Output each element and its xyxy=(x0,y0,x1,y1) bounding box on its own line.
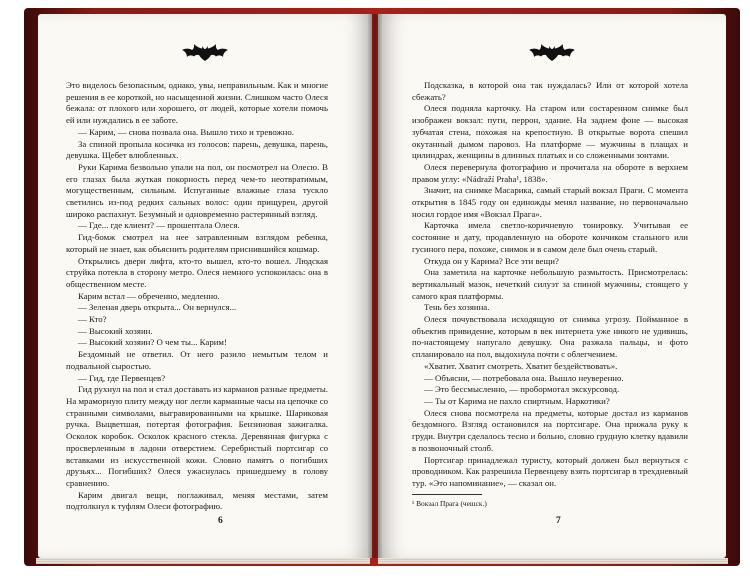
open-book xyxy=(24,8,740,566)
paragraph: Олеся подняла карточку. На старом или состаренном снимке был изображен вокзал: пути, перрон, здание. На заднем фоне — высокая зубчатая стена, похожая на крепостную. В открытые ворота спешил окутанный дымом паровоз. На платформе — мужчины в плащах и цилиндрах, женщины в длинных платьях и со сложенными зонтами. xyxy=(412,103,688,161)
left-page-body xyxy=(66,80,328,513)
paragraph: — Ты от Карима не пахло спиртным. Наркотики? xyxy=(424,395,610,406)
footnote-rule xyxy=(412,494,482,495)
paragraph: Подсказка, в которой она так нуждалась? Или от которой хотела сбежать? xyxy=(412,80,688,102)
paragraph: — Объясни, — потребовала она. Вышло неуверенно. xyxy=(424,372,624,383)
paragraph: — Где... где клиент? — прошептала Олеся. xyxy=(78,220,240,231)
paragraph: Это виделось безопасным, однако, увы, неправильным. Как и многие решения в ее короткой, но насыщенной жизни. Слишком часто Олеся бежала: от плохого или хорошего, от людей, которые хотели помочь ей или нуждались в ее заботе. xyxy=(66,80,328,126)
bat-ornament-icon xyxy=(182,44,228,64)
paragraph: Тень без хозяина. xyxy=(424,302,490,313)
left-page xyxy=(38,14,372,558)
paragraph: Откуда он у Карима? Все эти вещи? xyxy=(424,255,559,266)
book-spine xyxy=(368,14,382,558)
paragraph: Значит, на снимке Масарика, самый старый вокзал Праги. С момента открытия в 1845 году он единожды менял название, но первоначально носил гордое имя «Вокзал Прага». xyxy=(412,185,688,219)
paragraph: — Высокий хозяин. xyxy=(78,325,153,336)
paragraph: Олеся почувствовала исходящую от снимка угрозу. Пойманное в объектив привидение, которым в век интернета уже никого не удивишь, по-настоящему напугало девушку. Она разжала пальцы, и фото спланировало на пол, выдохнула почти с облегчением. xyxy=(412,314,688,360)
paragraph: За спиной пропыла косичка из голосов: парень, девушка, парень, девушка. Щебет влюбленных. xyxy=(66,138,328,161)
footnote: ¹ Вокзал Прага (чешск.) xyxy=(412,499,487,508)
page-number-left: 6 xyxy=(218,516,223,526)
page-number-right: 7 xyxy=(556,516,561,526)
right-page xyxy=(378,14,726,558)
paragraph: Олеся перевернула фотографию и прочитала на обороте в верхнем правом углу: «Nádraží Praha¹, 1838». xyxy=(412,161,688,184)
paragraph: Гид-бомж смотрел на нее затравленным взглядом ребенка, который не знает, как объяснить родителям приснившийся кошмар. xyxy=(66,232,328,254)
paragraph: Руки Карима безвольно упали на пол, он посмотрел на Олесю. В его глазах была жуткая покорность перед чем-то неотвратимым, могущественным, сильным. Испуганные влажные глаза тускло светились из-под редких сальных волос: один прищурен, другой широко распахнут. Безумный и одновременно растерянный взгляд. xyxy=(66,161,328,219)
paragraph: Открылись двери лифта, кто-то вышел, кто-то вошел. Людская струйка потекла в сторону метро. Олеся немного успокоилась: она в общественном месте. xyxy=(66,255,328,289)
paragraph: Гид рухнул на пол и стал доставать из карманов разные предметы. На мраморную плиту между ног легли карманные часы на цепочке со странными символами, выгравированными на крышке. Шариковая ручка. Выцветшая, потертая фотография. Бензиновая зажигалка. Осколок коробок. Осколок красного стекла. Деревянная фигурка с просверленным в ладони отверстием. Серебристый портсигар со вставками из искусственной кожи. Словно памятъ о погибших друзьях... Погибших? Олеся ужаснулась пришедшему в голову сравнению. xyxy=(66,384,328,488)
right-page-body xyxy=(412,80,688,490)
paragraph: Олеся снова посмотрела на предметы, которые достал из карманов бездомного. Взгляд остановился на портсигаре. Она прижала руку к груди. Внутри сделалось тесно и больно, словно грудную клетку вдавили в позвоночный столб. xyxy=(412,407,688,453)
paragraph: Бездомный не ответил. От него разило немытым телом и подвальной сыростью. xyxy=(66,349,328,371)
paragraph: Карточка имела светло-коричневую тонировку. Учитывая ее состояние и дату, продавленную на обороте кончиком стального или гусиного пера, похоже, снимок и в самом деле был очень старый. xyxy=(412,220,688,254)
bat-ornament-icon xyxy=(529,44,575,64)
paragraph: — Гид, где Первенцев? xyxy=(78,372,166,383)
paragraph: Она заметила на карточке небольшую размытость. Присмотрелась: вертикальный мазок, нечеткий силуэт за спиной мужчины, стоящего у самого края платформы. xyxy=(412,267,688,301)
page-edges-right xyxy=(378,558,728,564)
paragraph: — Зеленая дверь открыта... Он вернулся... xyxy=(78,302,237,313)
paragraph: — Это бессмысленно, — пробормотал экскурсовод. xyxy=(424,384,620,395)
page-edges-left xyxy=(36,558,370,564)
paragraph: — Кто? xyxy=(78,314,107,325)
paragraph: — Высокий хозяин? О чем ты... Карим! xyxy=(78,337,227,348)
paragraph: Карим двигал вещи, поглаживал, меняя местами, затем подтолкнул к туфлям Олеси фотографию. xyxy=(66,489,328,512)
paragraph: Карим встал — обреченно, медленно. xyxy=(78,290,220,301)
paragraph: «Хватит. Хватит смотреть. Хватит бездействовать». xyxy=(424,360,618,371)
paragraph: Портсигар принадлежал туристу, который должен был вернуться с проводником. Как разрешила Первенцеву взять портсигар в трехдневный тур. «Это напоминание», — сказал он. xyxy=(412,454,688,488)
paragraph: — Карим, — снова позвала она. Вышло тихо и тревожно. xyxy=(78,126,294,137)
